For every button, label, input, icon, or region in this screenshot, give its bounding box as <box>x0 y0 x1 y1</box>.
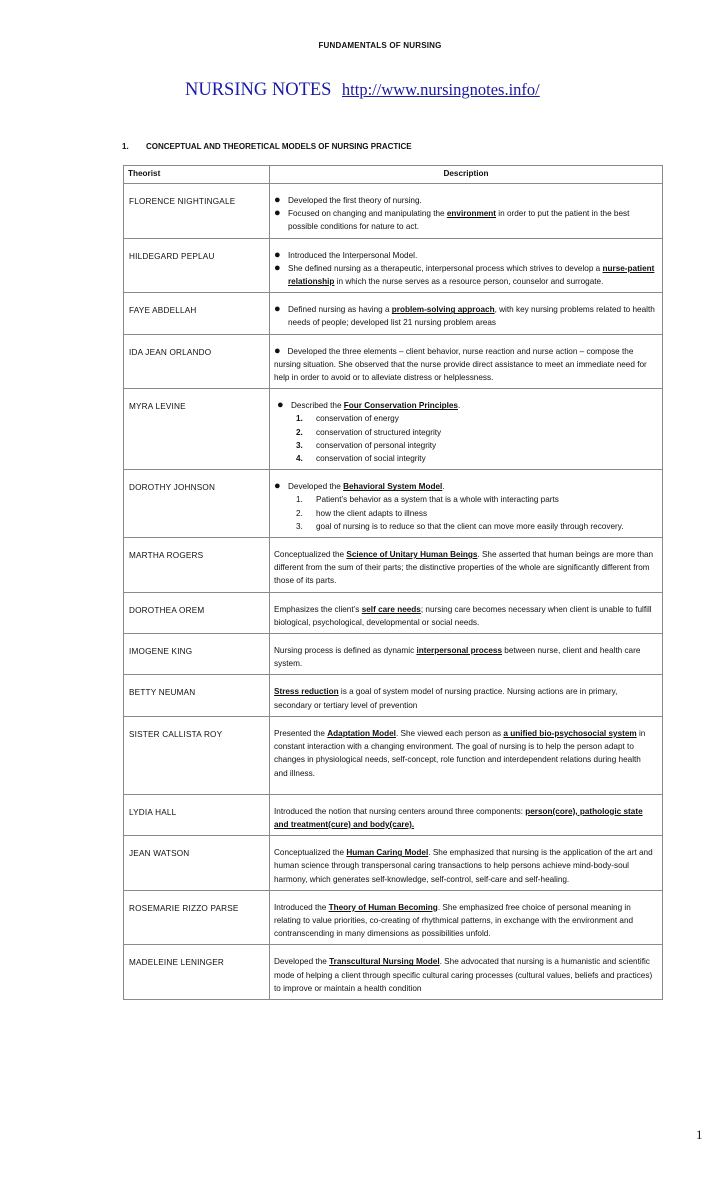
list-item: 1. conservation of energy <box>296 414 399 424</box>
key-term: Science of Unitary Human Beings <box>346 550 478 560</box>
table-row <box>124 634 663 675</box>
key-term: person(core), pathologic state and treatment(cure) and body(care). <box>274 806 643 829</box>
numbered-list <box>296 412 656 465</box>
key-term: Four Conservation Principles <box>343 401 458 411</box>
table-row <box>124 794 663 835</box>
theorist-description: ● Developed the Behavioral System Model. 1. Patient’s behavior as a system that is a whole with interacting parts 2. how the client adapts to illness 3. goal of nursing is to reduce so that the client can move more easily through recovery. <box>270 470 663 538</box>
table-row <box>124 293 663 334</box>
site-banner <box>185 80 540 101</box>
theorist-description: Introduced the Theory of Human Becoming. She emphasized free choice of personal meaning in relating to value priorities, co-creating of rhythmical patterns, in exchange with the environment and contranscending in many dimensions as possibilities unfold. <box>270 890 663 945</box>
theorist-name: MYRA LEVINE <box>124 389 270 470</box>
bullet-icon: ● <box>274 194 281 206</box>
numbered-list <box>296 493 656 533</box>
bullet-icon: ● <box>274 344 281 357</box>
table-row <box>124 389 663 470</box>
theorist-description: Presented the Adaptation Model. She viewed each person as a unified bio-psychosocial system in constant interaction with a changing environment. The goal of nursing is to help the person adapt to changes in physiological needs, self-concept, role function and interdependent relations during health and illness. <box>270 716 663 794</box>
header-description: Description <box>270 166 663 184</box>
table-row <box>124 675 663 716</box>
theorist-name: BETTY NEUMAN <box>124 675 270 716</box>
banner-url-link[interactable]: http://www.nursingnotes.info/ <box>341 80 540 99</box>
theorist-description: Emphasizes the client’s self care needs; nursing care becomes necessary when client is unable to fulfill biological, psychological, developmental or social needs. <box>270 592 663 633</box>
list-item: 3. goal of nursing is to reduce so that the client can move more easily through recovery. <box>296 521 624 531</box>
theorist-name: LYDIA HALL <box>124 794 270 835</box>
running-header: FUNDAMENTALS OF NURSING <box>318 41 442 50</box>
key-term: environment <box>446 209 497 219</box>
table-row <box>124 945 663 1000</box>
theorist-description: ● Described the Four Conservation Principles. 1. conservation of energy 2. conservation of structured integrity 3. conservation of personal integrity 4. conservation of social integrity <box>270 389 663 470</box>
table-row <box>124 836 663 891</box>
key-term: self care needs <box>361 604 421 614</box>
table-row <box>124 238 663 293</box>
theorist-name: IMOGENE KING <box>124 634 270 675</box>
table-row <box>124 716 663 794</box>
theorist-name: DOROTHEA OREM <box>124 592 270 633</box>
theorist-name: DOROTHY JOHNSON <box>124 470 270 538</box>
header-theorist: Theorist <box>124 166 270 184</box>
key-term: Stress reduction <box>274 687 339 697</box>
key-term: interpersonal process <box>416 646 502 656</box>
theorists-table <box>123 165 663 1000</box>
bullet-icon: ● <box>277 399 284 412</box>
banner-title: NURSING NOTES <box>185 80 332 100</box>
theorist-name: FAYE ABDELLAH <box>124 293 270 334</box>
table-row <box>124 592 663 633</box>
table-row <box>124 470 663 538</box>
theorist-name: HILDEGARD PEPLAU <box>124 238 270 293</box>
theorist-name: MARTHA ROGERS <box>124 538 270 593</box>
list-item: 4. conservation of social integrity <box>296 454 426 464</box>
theorist-description: Introduced the notion that nursing centers around three components: person(core), pathologic state and treatment(cure) and body(care). <box>270 794 663 835</box>
theorist-description: ● Introduced the Interpersonal Model. ● She defined nursing as a therapeutic, interpersonal process which strives to develop a nurse-patient relationship in which the nurse serves as a resource person, counselor and surrogate. <box>270 238 663 293</box>
list-item: 2. how the client adapts to illness <box>296 508 428 518</box>
key-term: problem-solving approach <box>391 305 495 315</box>
table-row <box>124 334 663 389</box>
theorist-description: Conceptualized the Human Caring Model. She emphasized that nursing is the application of the art and human science through transpersonal caring transactions to help persons achieve mind-body-soul harmony, which generates self-knowledge, self-control, self-care and self-healing. <box>270 836 663 891</box>
theorist-description: ● Defined nursing as having a problem-solving approach, with key nursing problems related to health needs of people; developed list 21 nursing problem areas <box>270 293 663 334</box>
key-term: Adaptation Model <box>327 728 396 738</box>
section-title: CONCEPTUAL AND THEORETICAL MODELS OF NURSING PRACTICE <box>146 142 412 151</box>
list-item: 1. Patient’s behavior as a system that is a whole with interacting parts <box>296 495 559 505</box>
theorist-name: SISTER CALLISTA ROY <box>124 716 270 794</box>
theorist-description: Stress reduction is a goal of system model of nursing practice. Nursing actions are in primary, secondary or tertiary level of prevention <box>270 675 663 716</box>
theorist-name: FLORENCE NIGHTINGALE <box>124 184 270 239</box>
key-term: Theory of Human Becoming <box>328 902 438 912</box>
theorist-description: Developed the Transcultural Nursing Model. She advocated that nursing is a humanistic and scientific mode of helping a client through specific cultural caring processes (cultural values, beliefs and practices) to improve or maintain a health condition <box>270 945 663 1000</box>
theorist-name: IDA JEAN ORLANDO <box>124 334 270 389</box>
theorist-name: JEAN WATSON <box>124 836 270 891</box>
theorist-name: MADELEINE LENINGER <box>124 945 270 1000</box>
bullet-icon: ● <box>274 207 281 220</box>
theorist-description: Conceptualized the Science of Unitary Human Beings. She asserted that human beings are more than different from the sum of their parts; the distinctive properties of the whole are significantly different from those of its parts. <box>270 538 663 593</box>
bullet-icon: ● <box>274 261 281 274</box>
table-row <box>124 184 663 239</box>
list-item: 2. conservation of structured integrity <box>296 427 442 437</box>
key-term: nurse-patient relationship <box>288 263 655 287</box>
theorist-description: ● Developed the three elements – client behavior, nurse reaction and nurse action – compose the nursing situation. She observed that the nurse provide direct assistance to meet an immediate need for help in order to avoid or to alleviate distress or helplessness. <box>270 334 663 389</box>
key-term: Behavioral System Model <box>343 482 443 492</box>
bullet-icon: ● <box>274 480 281 493</box>
table-header-row <box>124 166 663 184</box>
bullet-icon: ● <box>274 248 281 261</box>
theorist-description: ● Developed the first theory of nursing. ● Focused on changing and manipulating the environment in order to put the patient in the best possible conditions for nature to act. <box>270 184 663 239</box>
key-term: a unified bio-psychosocial system <box>503 728 637 738</box>
section-number: 1. <box>122 142 129 151</box>
list-item: 3. conservation of personal integrity <box>296 440 437 450</box>
bullet-icon: ● <box>274 303 281 316</box>
theorist-name: ROSEMARIE RIZZO PARSE <box>124 890 270 945</box>
section-heading <box>122 142 412 151</box>
page-number: 1 <box>696 1127 703 1142</box>
table-row <box>124 890 663 945</box>
table-row <box>124 538 663 593</box>
theorist-description: Nursing process is defined as dynamic interpersonal process between nurse, client and health care system. <box>270 634 663 675</box>
key-term: Human Caring Model <box>346 848 429 858</box>
key-term: Transcultural Nursing Model <box>329 957 440 967</box>
